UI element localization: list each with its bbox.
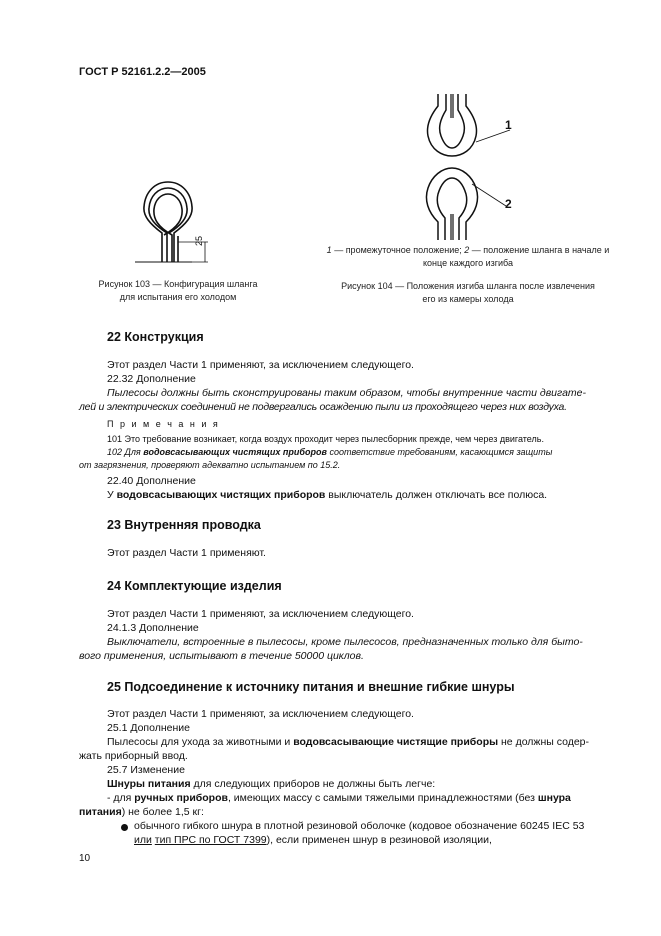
clause-24-1-3-text-2: вого применения, испытывают в течение 50000 циклов. (79, 650, 364, 662)
figure-103-caption: Рисунок 103 — Конфигурация шланга для испытания его холодом (98, 279, 258, 302)
bullet-dot (121, 824, 128, 831)
note-101: 101 Это требование возникает, когда воздух проходит через пылесборник прежде, чем через двигатель. (107, 434, 544, 444)
clause-25-1: 25.1 Дополнение (107, 722, 190, 734)
clause-25-7-cords: Шнуры питания для следующих приборов не должны быть легче: (107, 778, 436, 790)
clause-24-1-3-text: Выключатели, встроенные в пылесосы, кроме пылесосов, предназначенных только для быто- (107, 636, 583, 648)
section-22-intro: Этот раздел Части 1 применяют, за исключением следующего. (107, 359, 414, 371)
section-23-heading: 23 Внутренняя проводка (107, 518, 261, 532)
section-25-intro: Этот раздел Части 1 применяют, за исключением следующего. (107, 708, 414, 720)
figure-104-caption: Рисунок 104 — Положения изгиба шланга после извлечения его из камеры холода (341, 281, 595, 304)
clause-22-32-text-2: лей и электрических соединений не подвергались осаждению пыли из проходящего через них воздуха. (79, 401, 567, 413)
figure-104-label-2: 2 (505, 197, 512, 211)
figure-103-dimension: 25 (194, 235, 204, 246)
clause-25-7-dash-item-2: питания) не более 1,5 кг: (79, 806, 204, 818)
clause-25-7: 25.7 Изменение (107, 764, 185, 776)
section-24-intro: Этот раздел Части 1 применяют, за исключением следующего. (107, 608, 414, 620)
clause-25-7-dash-item: - для ручных приборов, имеющих массу с самыми тяжелыми принадлежностями (без шнура (107, 792, 571, 804)
figure-104-label-1: 1 (505, 118, 512, 132)
clause-25-7-bullet-item-2: или тип ПРС по ГОСТ 7399), если применен шнур в резиновой изоляции, (134, 834, 492, 846)
clause-22-40-text: У водовсасывающих чистящих приборов выключатель должен отключать все полюса. (107, 489, 548, 501)
note-102-line2: от загрязнения, проверяют адекватно испытанием по 15.2. (79, 460, 341, 470)
page-number: 10 (79, 853, 91, 864)
clause-22-40: 22.40 Дополнение (107, 475, 196, 487)
clause-25-1-text: Пылесосы для ухода за животными и водовсасывающие чистящие приборы не должны содер- (107, 736, 589, 748)
figure-103-hose-loop (130, 180, 220, 270)
clause-22-32-text: Пылесосы должны быть сконструированы таким образом, чтобы внутренние части двигате- (107, 387, 587, 399)
section-22-heading: 22 Конструкция (107, 330, 204, 344)
notes-title: П р и м е ч а н и я (107, 419, 220, 429)
section-24-heading: 24 Комплектующие изделия (107, 579, 282, 593)
section-25-heading: 25 Подсоединение к источнику питания и внешние гибкие шнуры (107, 680, 515, 694)
clause-25-7-bullet-item: обычного гибкого шнура в плотной резиновой оболочке (кодовое обозначение 60245 IEC 53 (134, 820, 585, 832)
clause-24-1-3: 24.1.3 Дополнение (107, 622, 199, 634)
section-23-text: Этот раздел Части 1 применяют. (107, 547, 266, 559)
clause-25-1-text-2: жать приборный ввод. (79, 750, 188, 762)
figure-104-hose-bend (420, 92, 530, 242)
page-header: ГОСТ Р 52161.2.2—2005 (79, 66, 206, 78)
clause-22-32: 22.32 Дополнение (107, 373, 196, 385)
figure-104-legend: 1 — промежуточное положение; 2 — положение шланга в начале и конце каждого изгиба (326, 245, 610, 268)
note-102: 102 Для водовсасывающих чистящих приборов соответствие требованиям, касающимся защиты (107, 447, 553, 457)
